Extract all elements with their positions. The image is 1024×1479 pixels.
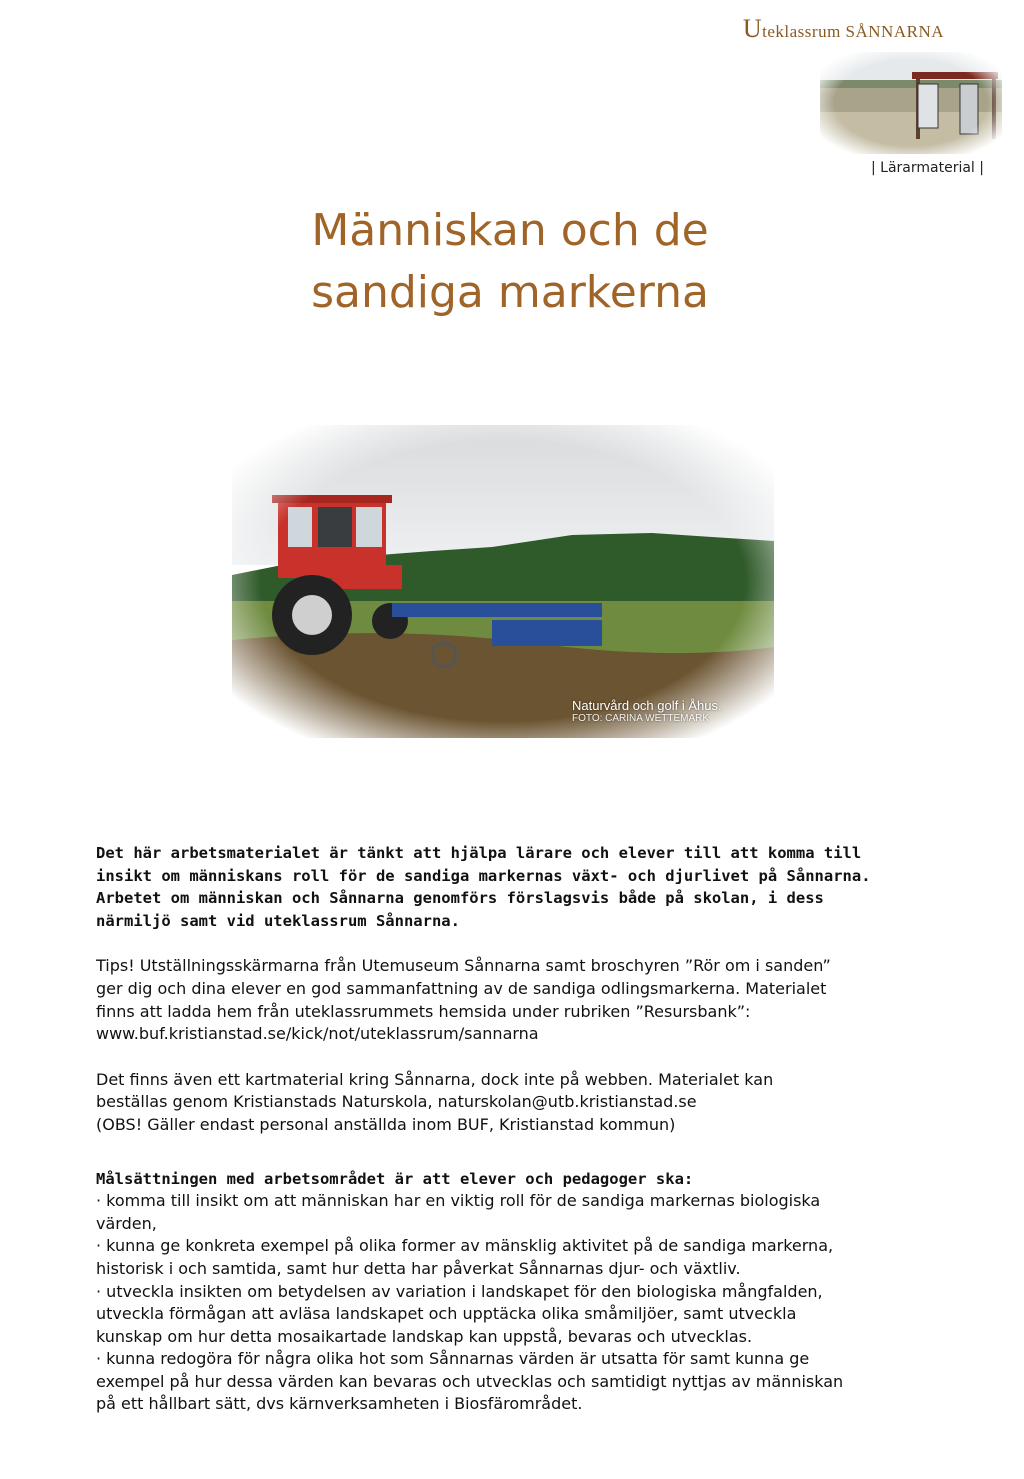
goal-line: historisk i och samtida, samt hur detta har påverkat Sånnarnas djur- och växtliv.	[96, 1258, 741, 1278]
map-line: (OBS! Gäller endast personal anställda inom BUF, Kristianstad kommun)	[96, 1114, 676, 1134]
goal-line: exempel på hur dessa värden kan bevaras och utvecklas och samtidigt nyttjas av människan	[96, 1371, 844, 1391]
header-photo-shelter	[820, 52, 1002, 154]
map-paragraph	[96, 1069, 916, 1137]
goal-line: utveckla förmågan att avläsa landskapet och upptäcka olika småmiljöer, samt utveckla	[96, 1304, 797, 1324]
goal-line: kunskap om hur detta mosaikartade landskap kan uppstå, bevaras och utvecklas.	[96, 1326, 753, 1346]
intro-line: insikt om människans roll för de sandiga markernas växt- och djurlivet på Sånnarna.	[96, 866, 871, 885]
goal-line: värden,	[96, 1213, 157, 1233]
intro-line: Det här arbetsmaterialet är tänkt att hjälpa lärare och elever till att komma till	[96, 844, 862, 862]
map-line: Det finns även ett kartmaterial kring Sånnarna, dock inte på webben. Materialet kan	[96, 1069, 774, 1089]
goal-line: · kunna redogöra för några olika hot som Sånnarnas värden är utsatta för samt kunna ge	[96, 1349, 810, 1369]
intro-line: Arbetet om människan och Sånnarna genomförs förslagsvis både på skolan, i dess	[96, 889, 824, 908]
tips-line: finns att ladda hem från uteklassrummets hemsida under rubriken ”Resursbank”:	[96, 1001, 751, 1021]
photo-caption	[572, 698, 722, 725]
goal-line: på ett hållbart sätt, dvs kärnverksamheten i Biosfärområdet.	[96, 1394, 583, 1414]
caption-credit: FOTO: CARINA WETTEMARK	[572, 713, 710, 724]
intro-paragraph	[96, 842, 916, 932]
goal-line: · utveckla insikten om betydelsen av variation i landskapet för den biologiska mångfalden,	[96, 1281, 823, 1301]
tractor-photo	[232, 425, 774, 738]
map-line: beställas genom Kristianstads Naturskola, naturskolan@utb.kristianstad.se	[96, 1092, 697, 1112]
tips-line: Tips! Utställningsskärmarna från Utemuseum Sånnarna samt broschyren ”Rör om i sanden”	[96, 956, 831, 976]
goals-heading: Målsättningen med arbetsområdet är att elever och pedagoger ska:	[96, 1169, 694, 1188]
brand-initial: U	[742, 14, 763, 43]
tips-line: ger dig och dina elever en god sammanfattning av de sandiga odlingsmarkerna. Materialet	[96, 978, 827, 998]
caption-text: Naturvård och golf i Åhus.	[572, 698, 722, 713]
header-brand	[743, 14, 944, 44]
brand-name: teklassrum SÅNNARNA	[762, 22, 944, 41]
page-title	[230, 200, 790, 324]
intro-line: närmiljö samt vid uteklassrum Sånnarna.	[96, 911, 460, 930]
material-tag: | Lärarmaterial |	[871, 160, 984, 176]
tips-paragraph	[96, 955, 916, 1045]
title-line-2: sandiga markerna	[311, 267, 709, 318]
title-line-1: Människan och de	[311, 205, 709, 256]
resource-link: www.buf.kristianstad.se/kick/not/uteklassrum/sannarna	[96, 1024, 539, 1044]
goal-line: · kunna ge konkreta exempel på olika former av mänsklig aktivitet på de sandiga markerna,	[96, 1236, 834, 1256]
goal-line: · komma till insikt om att människan har en viktig roll för de sandiga markernas biologiska	[96, 1191, 821, 1211]
body-text	[96, 842, 916, 1416]
goals-section	[96, 1168, 916, 1417]
